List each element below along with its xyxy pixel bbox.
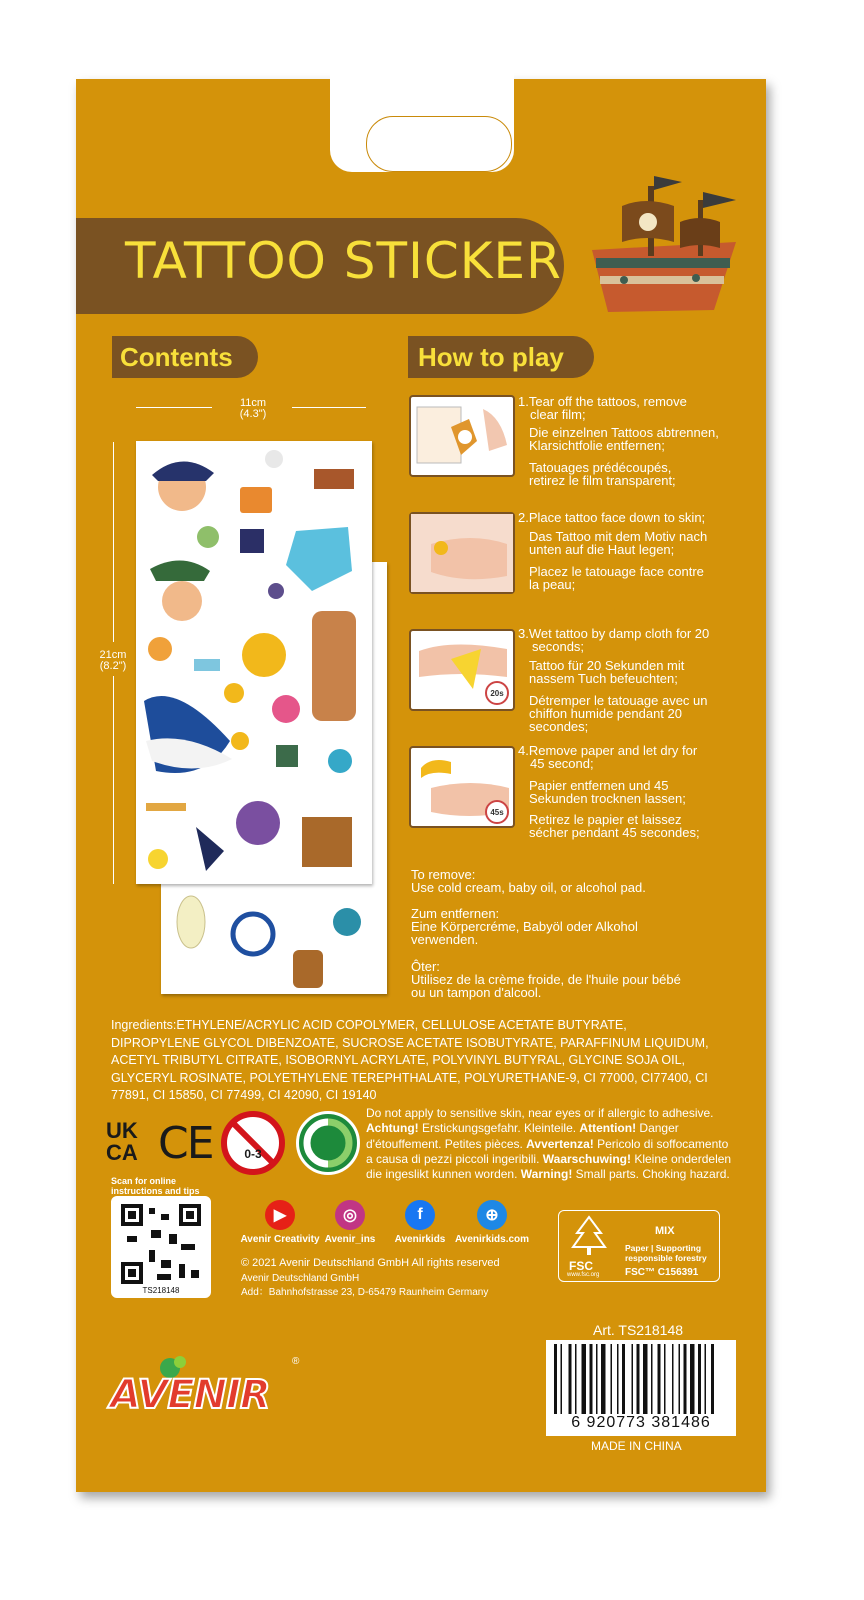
fsc-tree-icon [567, 1215, 611, 1259]
barcode-number: 6 920773 381486 [571, 1414, 711, 1431]
dim-line-top [113, 442, 114, 642]
step-3-image [409, 629, 515, 711]
avenir-logo [110, 1356, 310, 1431]
fsc-box [558, 1210, 720, 1282]
age-label: 0-3 [244, 1147, 262, 1161]
qr-box[interactable] [111, 1196, 211, 1298]
height-label: 21cm (8.2") [99, 649, 127, 672]
qr-code-icon [121, 1204, 201, 1284]
fsc-url: www.fsc.org [567, 1272, 600, 1278]
barcode [546, 1340, 736, 1436]
ce-mark: CE [158, 1118, 213, 1169]
sticker-sheet-front [136, 441, 372, 884]
page-title: TATTOO STICKER [125, 232, 562, 290]
registered-mark: ® [292, 1356, 300, 1367]
article-number: Art. TS218148 [593, 1322, 684, 1338]
contents-heading: Contents [120, 342, 233, 372]
made-in: MADE IN CHINA [591, 1439, 682, 1453]
step-2-image [409, 512, 515, 594]
avenir-logo-text: AVENIR [110, 1372, 270, 1418]
age-warning-icon [221, 1111, 285, 1175]
fsc-paper: Paper | Supporting [625, 1243, 702, 1253]
social-instagram[interactable]: ◎ Avenir_ins [310, 1200, 390, 1245]
youtube-icon: ▶ [265, 1200, 295, 1230]
qr-code-text: TS218148 [142, 1286, 180, 1295]
contents-pill [112, 336, 258, 378]
ukca-mark: UK CA [106, 1118, 138, 1165]
timer-45-label: 45s [490, 808, 504, 817]
social-website[interactable]: ⊕ Avenirkids.com [452, 1200, 532, 1245]
fsc-forestry: responsible forestry [625, 1253, 707, 1263]
fsc-code: FSC™ C156391 [625, 1267, 699, 1278]
fsc-logo-text: FSC [569, 1259, 593, 1273]
how-to-play-heading: How to play [418, 342, 564, 372]
timer-20-label: 20s [490, 689, 504, 698]
width-label: 11cm (4.3") [239, 397, 267, 420]
how-to-play-pill [408, 336, 594, 378]
dim-line-bottom [113, 676, 114, 884]
recycle-green-dot-icon [296, 1111, 360, 1175]
ingredients-text: Ingredients:ETHYLENE/ACRYLIC ACID COPOLYMER, CELLULOSE ACETATE BUTYRATE, DIPROPYLENE GLYCOL DIBENZOATE, SUCROSE ACETATE ISOBUTYRATE, PARAFFINUM LIQUIDUM, ACETYL TRIBUTYL CITRATE, ISOBORNYL ACRYLATE, POLYVINYL BUTYRAL, GLYCINE SOJA OIL, GLYCERYL ROSINATE, POLYETHYLENE TEREPHTHALATE, POLYURETHANE-9, CI 77000, CI77400, CI 77891, CI 15850, CI 77499, CI 42090, CI 19140 [111, 1018, 709, 1102]
step-1-image [409, 395, 515, 477]
social-youtube[interactable]: ▶ Avenir Creativity [240, 1200, 320, 1245]
facebook-icon: f [405, 1200, 435, 1230]
hang-hole [366, 116, 512, 172]
dim-line-right [292, 407, 366, 408]
pirate-ship-icon [586, 172, 750, 324]
step-4-image [409, 746, 515, 828]
fsc-mix: MIX [655, 1225, 675, 1237]
qr-label: Scan for online instructions and tips [111, 1176, 200, 1196]
choking-warning: Do not apply to sensitive skin, near eyes or if allergic to adhesive. Achtung! Erstickungsgefahr. Kleinteile. Attention! Danger d'étouffement. Petites pièces. Avvertenza! Pericolo di soffocamento a causa di pezzi piccoli ingeribili. Waarschuwing! Kleine onderdelen die ingeslikt kunnen worden. Warning! Small parts. Choking hazard. [366, 1106, 732, 1182]
globe-icon: ⊕ [477, 1200, 507, 1230]
instagram-icon: ◎ [335, 1200, 365, 1230]
social-facebook[interactable]: f Avenirkids [380, 1200, 460, 1245]
dim-line-left [136, 407, 212, 408]
